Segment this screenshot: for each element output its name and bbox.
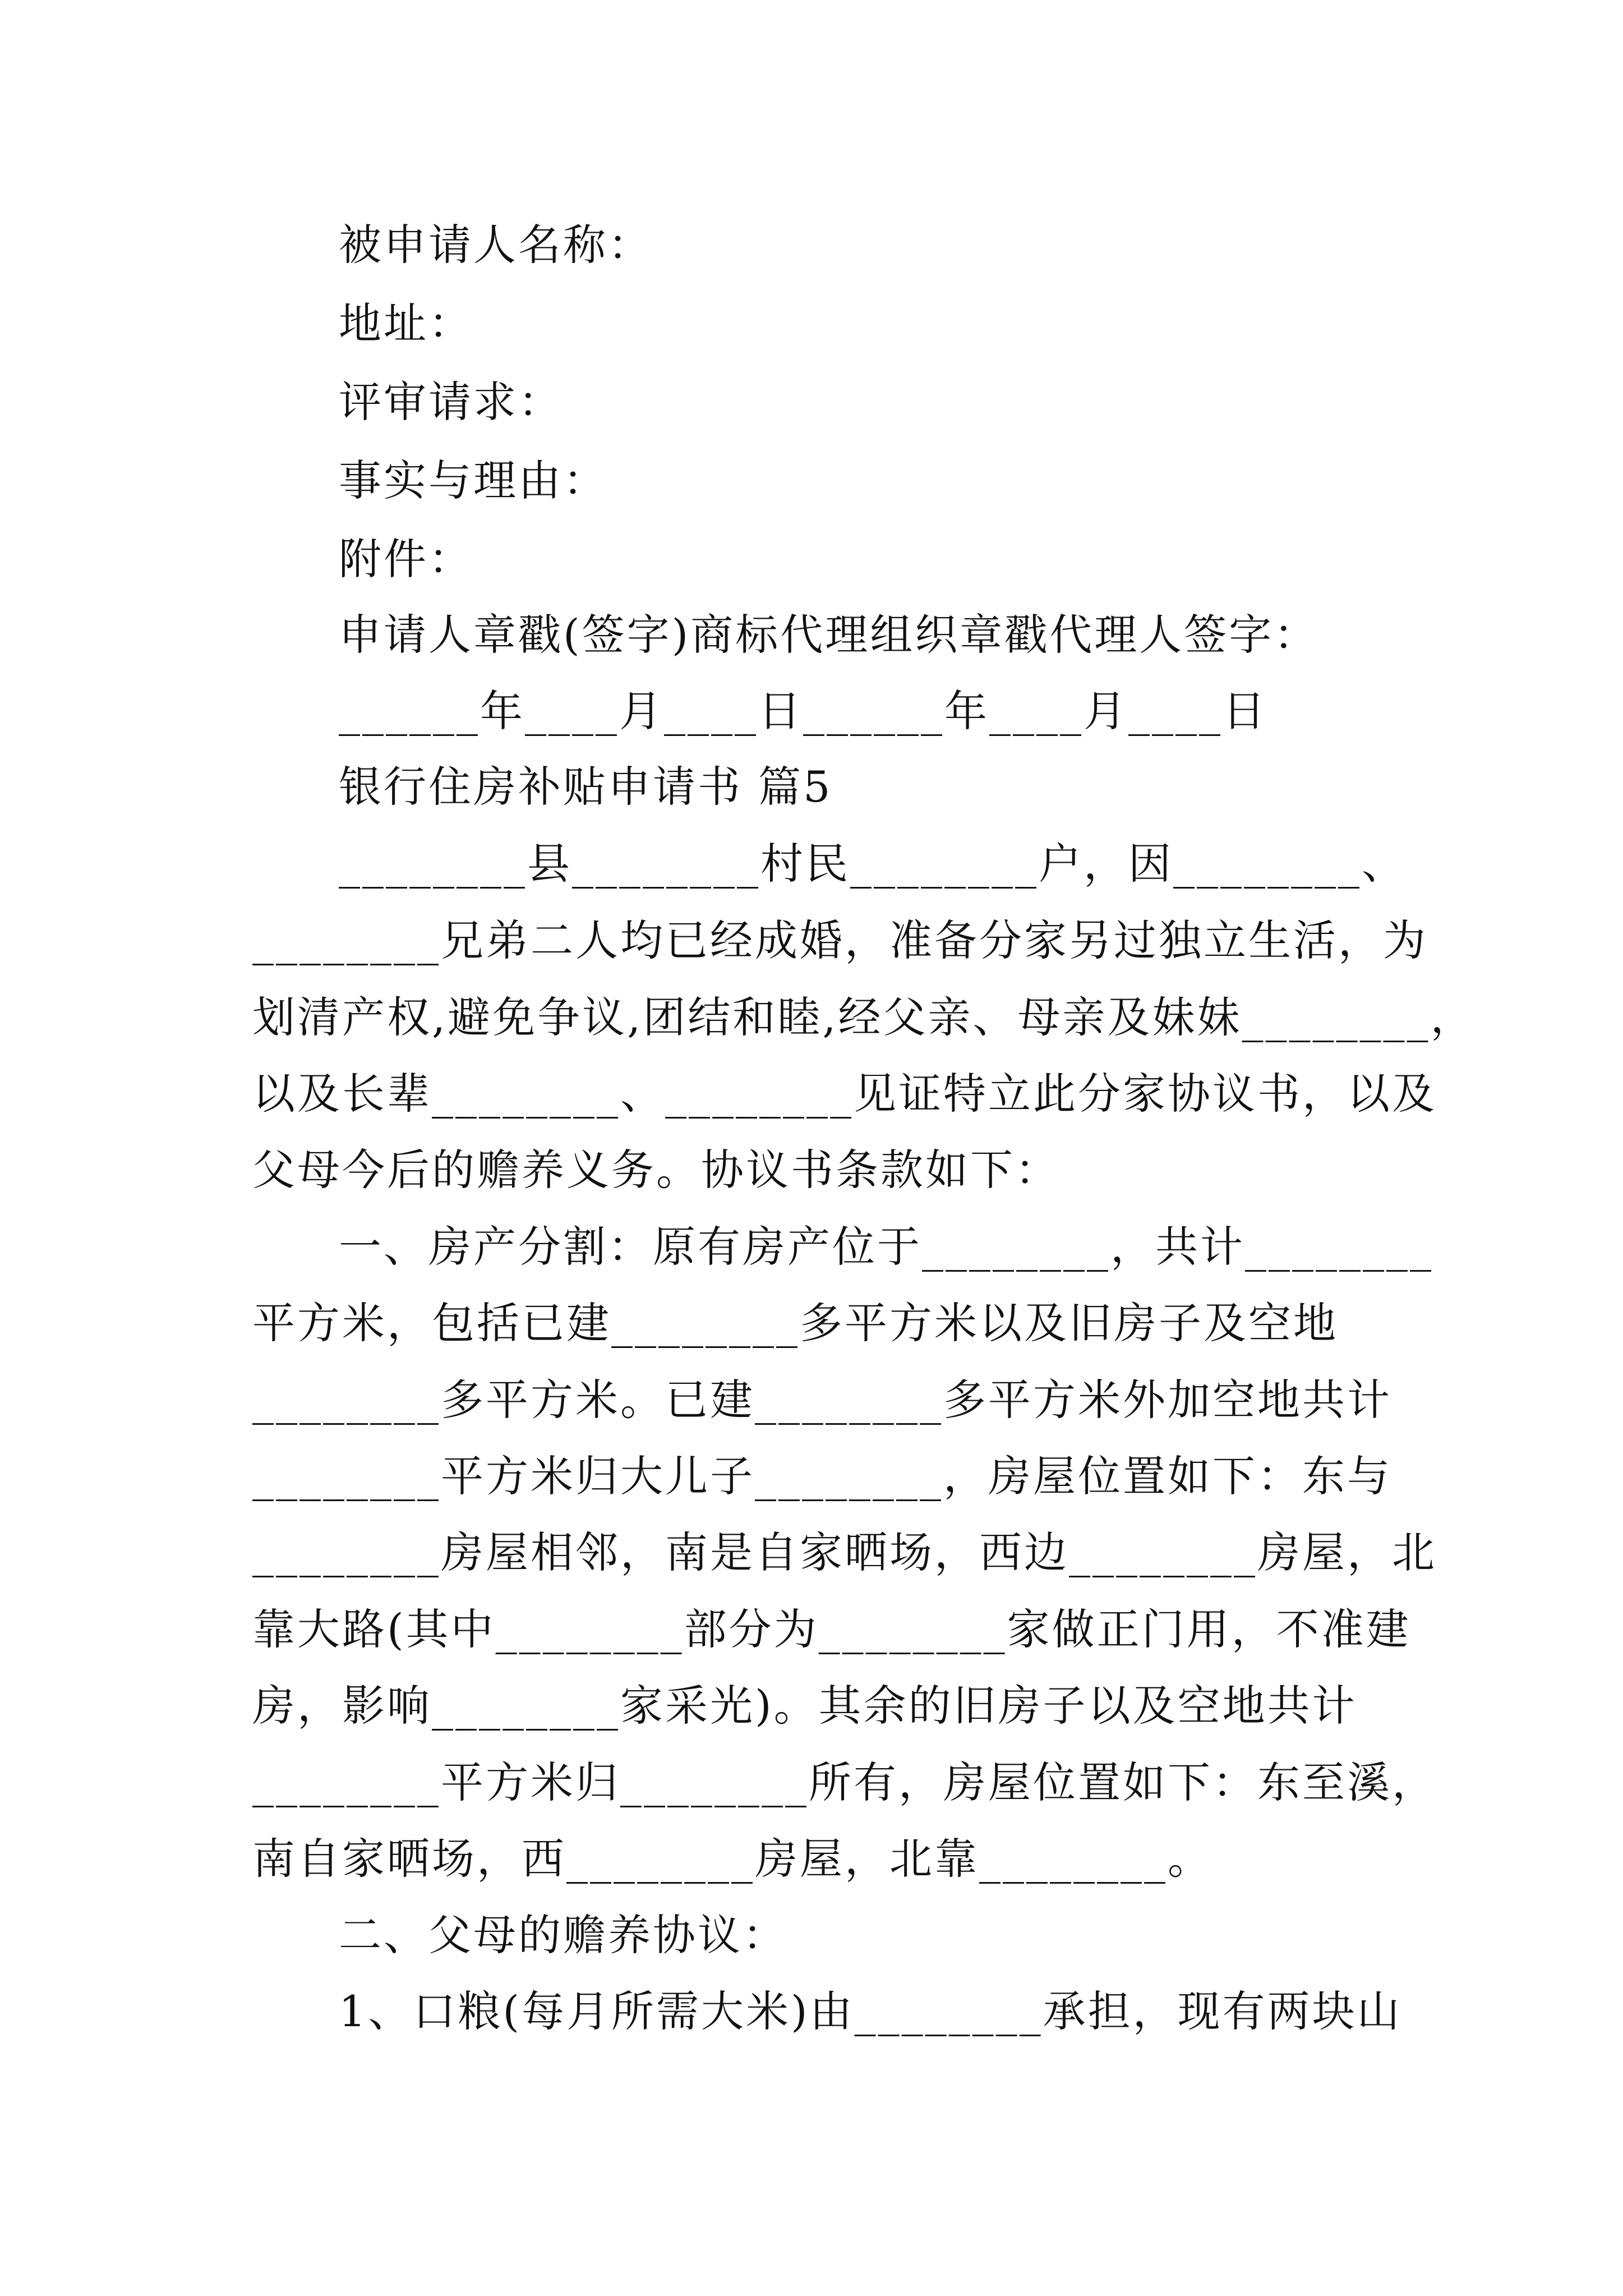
address-line: 地址： <box>339 298 473 348</box>
paragraph-line: 一、房产分割：原有房产位于________，共计________ <box>339 1222 1433 1272</box>
paragraph-line: 划清产权,避免争议,团结和睦,经父亲、母亲及妹妹________， <box>252 992 1476 1042</box>
paragraph-line: ________平方米归大儿子________，房屋位置如下：东与 <box>252 1451 1392 1501</box>
section-heading: 银行住房补贴申请书 篇5 <box>339 762 833 812</box>
paragraph-line: ________房屋相邻，南是自家晒场，西边________房屋，北 <box>252 1527 1437 1577</box>
paragraph-line: ________县________村民________户，因________、 <box>339 839 1407 889</box>
paragraph-line: ________平方米归________所有，房屋位置如下：东至溪， <box>252 1757 1437 1807</box>
paragraph-line: 平方米，包括已建________多平方米以及旧房子及空地 <box>252 1298 1338 1348</box>
paragraph-line: ________兄弟二人均已经成婚，准备分家另过独立生活，为 <box>252 915 1428 965</box>
facts-reasons-line: 事实与理由： <box>339 455 608 505</box>
respondent-name-line: 被申请人名称： <box>339 220 653 270</box>
paragraph-line: 靠大路(其中________部分为________家做正门用，不准建 <box>252 1604 1411 1654</box>
paragraph-line: 房，影响________家采光)。其余的旧房子以及空地共计 <box>252 1681 1357 1731</box>
paragraph-line: 二、父母的赡养协议： <box>339 1910 787 1960</box>
signature-line: 申请人章戳(签字)商标代理组织章戳代理人签字： <box>339 610 1319 660</box>
paragraph-line: ________多平方米。已建________多平方米外加空地共计 <box>252 1375 1392 1425</box>
attachments-line: 附件： <box>339 534 473 584</box>
paragraph-line: 1、口粮(每月所需大米)由________承担，现有两块山 <box>339 1986 1402 2036</box>
paragraph-line: 父母今后的赡养义务。协议书条款如下： <box>252 1145 1060 1195</box>
date-line: ______年____月____日______年____月____日 <box>339 686 1267 736</box>
paragraph-line: 南自家晒场，西________房屋，北靠________。 <box>252 1834 1212 1884</box>
paragraph-line: 以及长辈________、________见证特立此分家协议书，以及 <box>252 1069 1437 1119</box>
review-request-line: 评审请求： <box>339 377 563 427</box>
